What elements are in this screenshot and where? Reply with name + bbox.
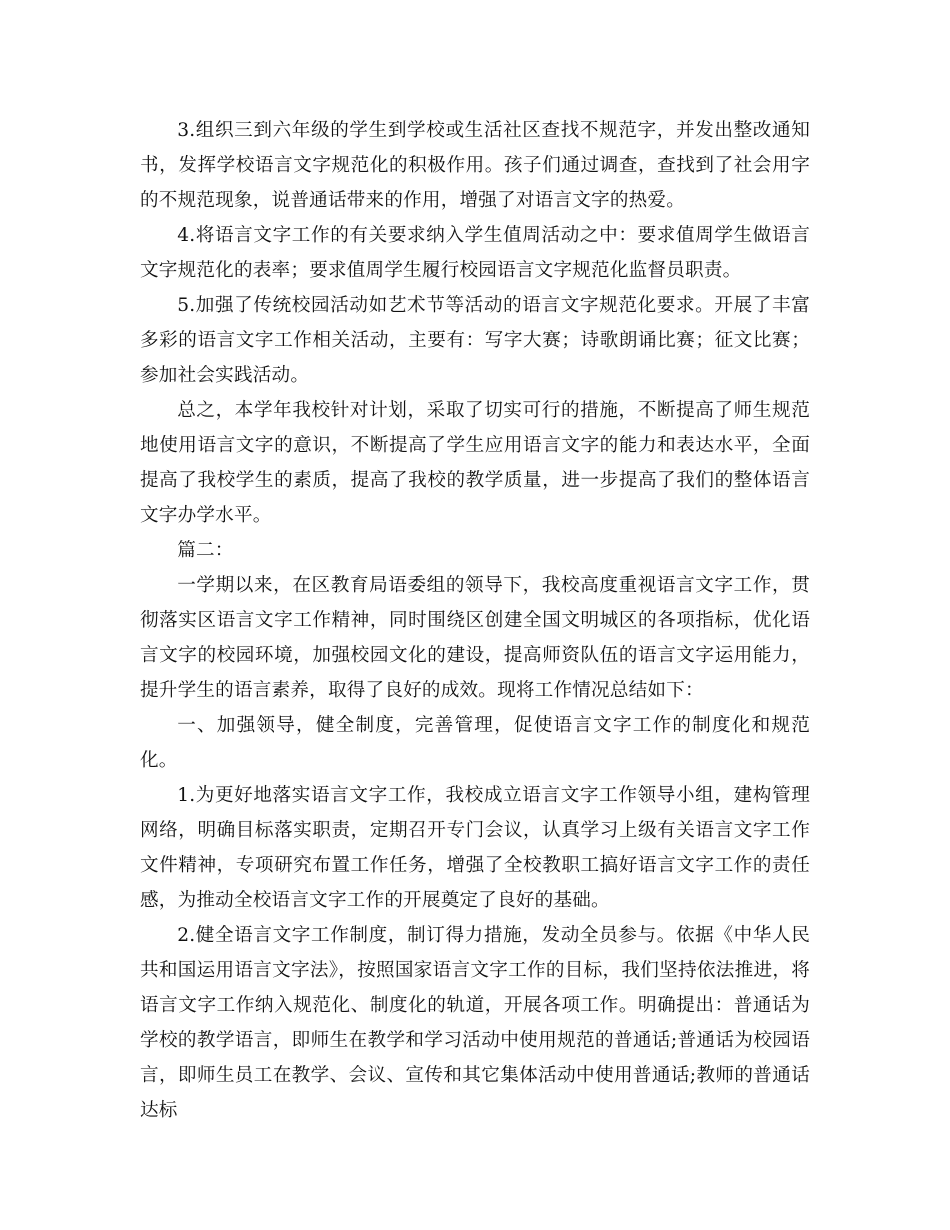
summary-paragraph: 总之，本学年我校针对计划，采取了切实可行的措施，不断提高了师生规范地使用语言文字的意识，不断提高了学生应用语言文字的能力和表达水平，全面提高了我校学生的素质，提高了我校的教学质量，进一步提高了我们的整体语言文字办学水平。	[140, 400, 810, 526]
paragraph-item-3: 3.组织三到六年级的学生到学校或生活社区查找不规范字，并发出整改通知书，发挥学校语言文字规范化的积极作用。孩子们通过调查，查找到了社会用字的不规范现象，说普通话带来的作用，增强了对语言文字的热爱。	[140, 120, 810, 211]
section-heading-one: 一、加强领导，健全制度，完善管理，促使语言文字工作的制度化和规范化。	[140, 715, 810, 771]
paragraph-item-5: 5.加强了传统校园活动如艺术节等活动的语言文字规范化要求。开展了丰富多彩的语言文字工作相关活动，主要有：写字大赛；诗歌朗诵比赛；征文比赛；参加社会实践活动。	[140, 295, 810, 386]
paragraph-item-2: 2.健全语言文字工作制度，制订得力措施，发动全员参与。依据《中华人民共和国运用语言文字法》，按照国家语言文字工作的目标，我们坚持依法推进，将语言文字工作纳入规范化、制度化的轨道，开展各项工作。明确提出：普通话为学校的教学语言，即师生在教学和学习活动中使用规范的普通话;普通话为校园语言，即师生员工在教学、会议、宣传和其它集体活动中使用普通话;教师的普通话达标	[140, 925, 810, 1121]
paragraph-item-1: 1.为更好地落实语言文字工作，我校成立语言文字工作领导小组，建构管理网络，明确目标落实职责，定期召开专门会议，认真学习上级有关语言文字工作文件精神，专项研究布置工作任务，增强了全校教职工搞好语言文字工作的责任感，为推动全校语言文字工作的开展奠定了良好的基础。	[140, 785, 810, 911]
section-heading-part-two: 篇二：	[177, 540, 234, 561]
paragraph-item-4: 4.将语言文字工作的有关要求纳入学生值周活动之中：要求值周学生做语言文字规范化的表率；要求值周学生履行校园语言文字规范化监督员职责。	[140, 225, 810, 281]
document-body	[140, 113, 810, 1128]
intro-paragraph: 一学期以来，在区教育局语委组的领导下，我校高度重视语言文字工作，贯彻落实区语言文字工作精神，同时围绕区创建全国文明城区的各项指标，优化语言文字的校园环境，加强校园文化的建设，提高师资队伍的语言文字运用能力，提升学生的语言素养，取得了良好的成效。现将工作情况总结如下：	[140, 575, 810, 701]
